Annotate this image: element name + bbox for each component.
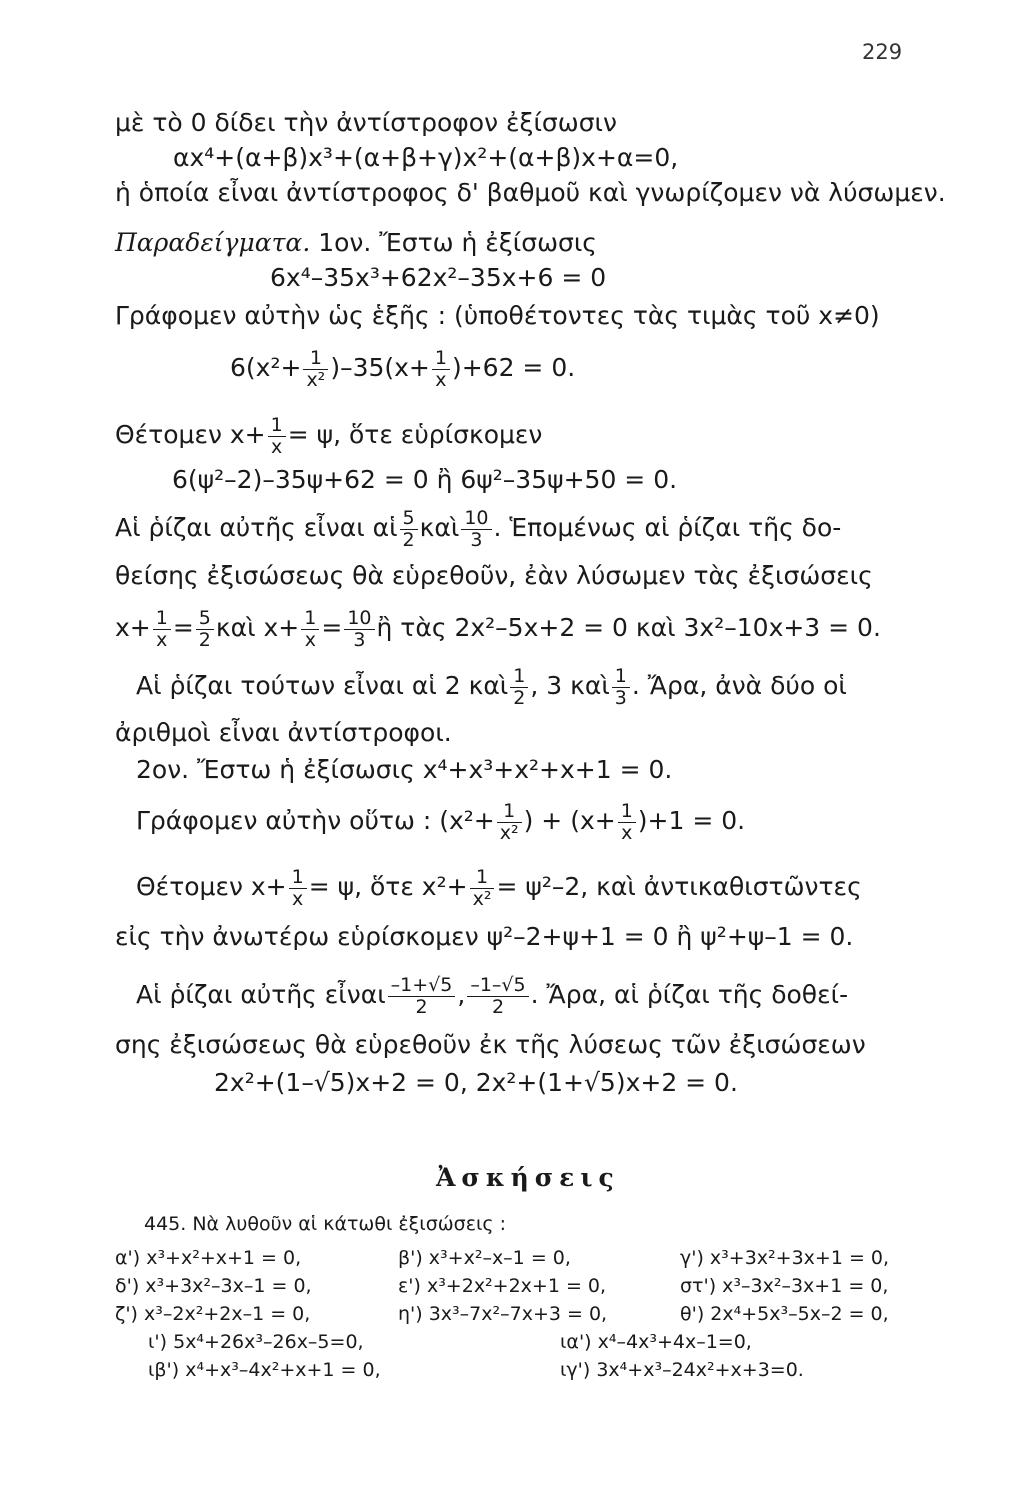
equation: Θέτομεν x+ $\frac{1}{x}$ = ψ, ὅτε x²+ $\frac{1}{\text{x²}}$ = ψ²–2, καὶ ἀντικαθιστῶντες — [136, 865, 862, 910]
text-line: Αἱ ῥίζαι αὐτῆς εἶναι αἱ $\frac{5}{2}$ καὶ $\frac{10}{3}$ . Ἑπομένως αἱ ῥίζαι τῆς δο- — [115, 506, 842, 551]
text-line: μὲ τὸ 0 δίδει τὴν ἀντίστροφον ἐξίσωσιν — [115, 108, 617, 137]
text-line: ἀριθμοὶ εἶναι ἀντίστροφοι. — [115, 718, 452, 747]
exercise-item: δ') x³+3x²–3x–1 = 0, — [115, 1275, 312, 1297]
example-1-intro: 1ον. Ἔστω ἡ ἐξίσωσις — [318, 228, 597, 257]
fraction: $\frac{10}{3}$ — [461, 508, 491, 551]
equation: 2x²+(1–√5)x+2 = 0, 2x²+(1+√5)x+2 = 0. — [214, 1068, 738, 1097]
text-line: Γράφομεν αὐτὴν ὡς ἑξῆς : (ὑποθέτοντες τὰς τιμὰς τοῦ x≠0) — [115, 301, 880, 330]
fraction: $\frac{1}{x}$ — [268, 415, 286, 458]
fraction: $\frac{10}{3}$ — [344, 608, 374, 651]
examples-line — [115, 228, 597, 258]
exercise-item: η') 3x³–7x²–7x+3 = 0, — [398, 1303, 608, 1325]
exercise-intro: 445. Νὰ λυθοῦν αἱ κάτωθι ἐξισώσεις : — [144, 1213, 506, 1235]
fraction: $\frac{1}{\text{x²}}$ — [303, 348, 328, 391]
fraction: $\frac{5}{2}$ — [400, 508, 418, 551]
fraction: $\frac{1}{x}$ — [432, 348, 450, 391]
examples-label: Παραδείγματα. — [115, 228, 311, 257]
exercise-item: στ') x³–3x²–3x+1 = 0, — [680, 1275, 889, 1297]
text-line: θείσης ἐξισώσεως θὰ εὑρεθοῦν, ἐὰν λύσωμεν τὰς ἐξισώσεις — [115, 561, 873, 590]
text-line: σης ἐξισώσεως θὰ εὑρεθοῦν ἐκ τῆς λύσεως τῶν ἐξισώσεων — [115, 1030, 866, 1059]
equation: αx⁴+(α+β)x³+(α+β+γ)x²+(α+β)x+α=0, — [173, 143, 679, 172]
equation: 6(x²+ $\frac{1}{\text{x²}}$ )–35(x+ $\frac{1}{x}$ )+62 = 0. — [230, 346, 576, 391]
equation: Γράφομεν αὐτὴν οὕτω : (x²+ $\frac{1}{\text{x²}}$ ) + (x+ $\frac{1}{x}$ )+1 = 0. — [136, 799, 746, 844]
equation: x+ $\frac{1}{x}$ = $\frac{5}{2}$ καὶ x+ $\frac{1}{x}$ = $\frac{10}{3}$ ἢ τὰς 2x²–5x+2 = 0 καὶ 3x²–10x+3 = 0. — [115, 606, 881, 651]
equation: Θέτομεν x+ $\frac{1}{x}$ = ψ, ὅτε εὑρίσκομεν — [115, 413, 543, 458]
fraction: $\frac{1}{2}$ — [510, 666, 528, 709]
fraction: $\frac{1}{3}$ — [612, 666, 630, 709]
exercise-item: ι') 5x⁴+26x³–26x–5=0, — [148, 1331, 364, 1353]
equation: 6(ψ²–2)–35ψ+62 = 0 ἢ 6ψ²–35ψ+50 = 0. — [172, 465, 678, 494]
text-line: Αἱ ῥίζαι τούτων εἶναι αἱ 2 καὶ $\frac{1}{2}$ , 3 καὶ $\frac{1}{3}$ . Ἄρα, ἀνὰ δύο οἱ — [136, 664, 847, 709]
fraction: $\frac{-1-√5}{2}$ — [467, 975, 528, 1018]
exercise-item: θ') 2x⁴+5x³–5x–2 = 0, — [680, 1303, 889, 1325]
text-line: εἰς τὴν ἀνωτέρω εὑρίσκομεν ψ²–2+ψ+1 = 0 ἢ ψ²+ψ–1 = 0. — [115, 922, 854, 951]
fraction: $\frac{1}{x}$ — [153, 608, 171, 651]
page-number: 229 — [862, 40, 903, 64]
exercise-item: β') x³+x²–x–1 = 0, — [398, 1247, 571, 1269]
exercise-item: ια') x⁴–4x³+4x–1=0, — [560, 1331, 752, 1353]
fraction: $\frac{1}{\text{x²}}$ — [470, 867, 495, 910]
exercise-item: ιγ') 3x⁴+x³–24x²+x+3=0. — [560, 1359, 804, 1381]
fraction: $\frac{1}{x}$ — [289, 867, 307, 910]
text-line: ἡ ὁποία εἶναι ἀντίστροφος δ' βαθμοῦ καὶ γνωρίζομεν νὰ λύσωμεν. — [115, 178, 946, 207]
equation: 6x⁴–35x³+62x²–35x+6 = 0 — [270, 263, 607, 292]
fraction: $\frac{-1+√5}{2}$ — [388, 975, 456, 1018]
fraction: $\frac{5}{2}$ — [196, 608, 214, 651]
example-2-intro: 2ον. Ἔστω ἡ ἐξίσωσις x⁴+x³+x²+x+1 = 0. — [136, 755, 673, 784]
exercise-item: ιβ') x⁴+x³–4x²+x+1 = 0, — [148, 1359, 381, 1381]
fraction: $\frac{1}{x}$ — [618, 801, 636, 844]
exercises-heading: Ἀσκήσεις — [436, 1163, 620, 1192]
fraction: $\frac{1}{x}$ — [301, 608, 319, 651]
exercise-item: ζ') x³–2x²+2x–1 = 0, — [115, 1303, 311, 1325]
text-line: Αἱ ῥίζαι αὐτῆς εἶναι $\frac{-1+√5}{2}$ , $\frac{-1-√5}{2}$ . Ἄρα, αἱ ῥίζαι τῆς δοθεί- — [136, 973, 849, 1018]
exercise-item: γ') x³+3x²+3x+1 = 0, — [680, 1247, 890, 1269]
fraction: $\frac{1}{\text{x²}}$ — [497, 801, 522, 844]
exercise-item: α') x³+x²+x+1 = 0, — [115, 1247, 302, 1269]
exercise-item: ε') x³+2x²+2x+1 = 0, — [398, 1275, 607, 1297]
